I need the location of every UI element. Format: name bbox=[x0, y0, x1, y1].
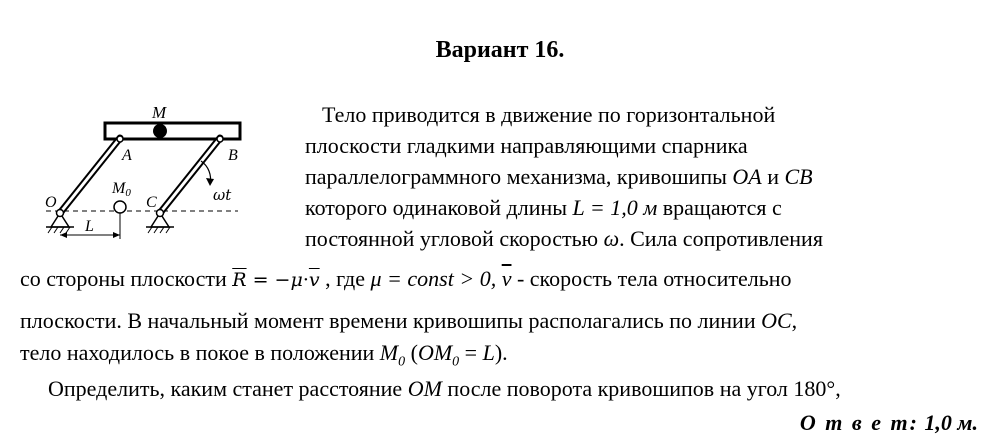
body-point-m bbox=[153, 124, 167, 138]
label-b: B bbox=[228, 147, 238, 164]
answer: О т в е т: 1,0 м. bbox=[799, 410, 978, 435]
support-o bbox=[46, 210, 74, 234]
joint-b bbox=[217, 136, 223, 142]
label-a: A bbox=[122, 147, 132, 164]
text-line-8: тело находилось в покое в положении $M_0$ $(OM_0 = L)$. bbox=[20, 340, 508, 370]
text-line-6: со стороны плоскости $\overline{R} = -\mu\cdot\overline{v}$ , где μ = const > 0, $\overline{v}$ - скорость тела относительно bbox=[20, 266, 792, 291]
joint-a bbox=[117, 136, 123, 142]
label-m: M bbox=[152, 103, 167, 122]
label-c: C bbox=[146, 194, 157, 211]
resistance-formula: $\overline{R} = -\mu\cdot\overline{v}$ bbox=[232, 269, 320, 291]
label-o: O bbox=[45, 194, 57, 211]
mechanism-diagram bbox=[38, 96, 270, 246]
text-line-7: плоскости. В начальный момент времени кривошипы располагались по линии OC, bbox=[20, 308, 798, 333]
text-line-9: Определить, каким станет расстояние OM после поворота кривошипов на угол 180°, bbox=[48, 376, 841, 401]
text-line-4: которого одинаковой длины L = 1,0 м вращаются с bbox=[305, 195, 782, 220]
text-line-2: плоскости гладкими направляющими спарника bbox=[305, 133, 748, 158]
label-omega-t: ωt bbox=[213, 186, 232, 204]
label-l: L bbox=[85, 218, 94, 235]
support-c bbox=[146, 210, 174, 234]
problem-title: Вариант 16. bbox=[435, 37, 565, 63]
label-m0: M0 bbox=[112, 180, 131, 199]
initial-position-m0 bbox=[114, 201, 126, 213]
text-line-5: постоянной угловой скоростью ω. Сила сопротивления bbox=[305, 226, 823, 251]
text-line-1: Тело приводится в движение по горизонтальной bbox=[322, 102, 776, 127]
text-line-3: параллелограммного механизма, кривошипы OA и CB bbox=[305, 164, 813, 189]
